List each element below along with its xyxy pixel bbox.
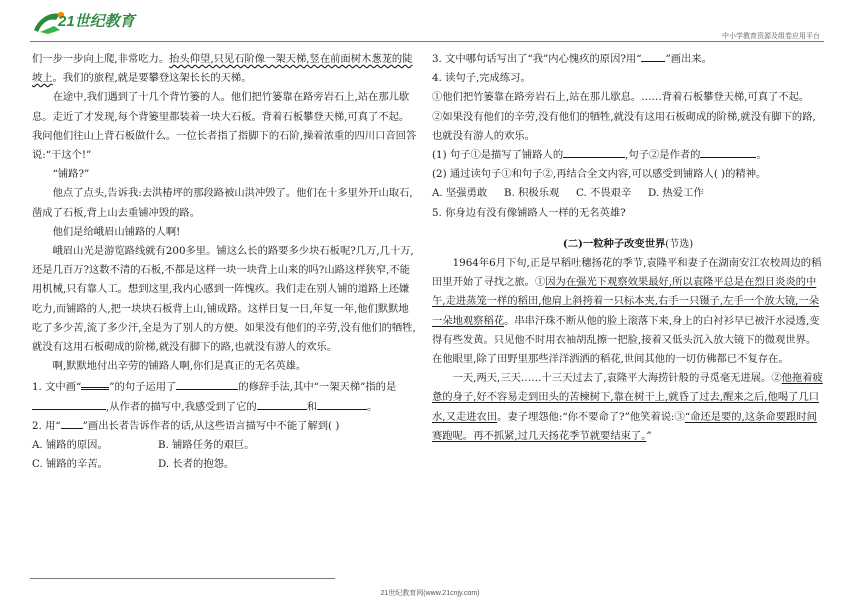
wavy-underlined-sentence: 抬头仰望,只见石阶像一架天梯,竖在前面树木葱茏的陡 — [169, 53, 413, 65]
left-column — [32, 50, 417, 474]
question-2 — [32, 417, 417, 436]
q2-options — [32, 455, 417, 474]
q1-text: 。 — [367, 400, 378, 413]
option-a[interactable]: A. 坚强勇敢 — [432, 187, 488, 200]
passage-paragraph: 峨眉山光是游览路线就有200多里。铺这么长的路要多少块石板呢?几万,几十万,还是几百万?这数不清的石板,不都是这样一块一块背上山来的吗?山路这样狭窄,不能用机械,只有靠人工。想到这里,我内心感到一阵愧疚。我们走在别人铺的道路上还嫌吃力,而铺路的人,把一块块石板背上山,铺成路。这样日复一日,年复一年,他们默默地吃了多少苦,流了多少汗,全是为了别人的方便。如果没有他们的辛劳,没有他们的牺牲,就没有这用石板砌成的阶梯,就没有脚下的路,也就没有游人的欢乐。 — [32, 245, 416, 354]
passage-paragraph: 他们是给峨眉山铺路的人啊! — [52, 225, 181, 238]
q2-text: 2. 用“ — [32, 419, 61, 432]
title-text: (二)一粒种子改变世界 — [562, 237, 666, 250]
title-note: (节选) — [665, 238, 694, 250]
passage-paragraph — [432, 254, 824, 369]
option-a[interactable]: A. 铺路的原因。 — [32, 439, 108, 452]
option-b[interactable]: B. 积极乐观 — [504, 187, 560, 200]
question-4-2: (2) 通过读句子①和句子②,再结合全文内容,可以感受到铺路人( )的精神。 — [432, 168, 767, 181]
answer-blank[interactable] — [176, 378, 238, 390]
question-4-1 — [432, 146, 824, 165]
option-b[interactable]: B. 铺路任务的艰巨。 — [158, 439, 255, 452]
passage-paragraph: “铺路?” — [52, 168, 90, 181]
underline-sample — [641, 50, 665, 62]
answer-blank[interactable] — [317, 398, 367, 410]
passage-paragraph — [32, 50, 417, 88]
answer-blank[interactable] — [32, 398, 106, 410]
passage-paragraph: 我问他们往山上背石板做什么。一位长者指了指脚下的石阶,操着浓重的四川口音回答说:“干这个!” — [32, 129, 417, 162]
platform-name: 中小学教育资源及组卷应用平台 — [722, 33, 820, 40]
q4-text: (1) 句子①是描写了铺路人的 — [432, 149, 564, 162]
q1-text: 1. 文中画“ — [32, 381, 82, 394]
passage-paragraph: 啊,默默地付出辛劳的铺路人啊,你们是真正的无名英雄。 — [52, 360, 307, 373]
text-segment: 。妻子埋怨他:“你不要命了?”他笑着说:③ — [497, 410, 685, 423]
text-segment: 一天,两天,三天……十三天过去了,袁隆平大海捞针般的寻觅毫无进展。② — [452, 372, 782, 385]
option-d[interactable]: D. 长者的抱怨。 — [158, 458, 235, 471]
q1-text: 和 — [306, 400, 317, 413]
underlined-sentence-1: 因为在强光下观察效果最好,所以袁隆平总是在烈日炎炎的中午,走进蒸笼一样的稻田,他肩上斜挎着一只标本夹,右手一只镊子,左手一个放大镜,一朵一朵地观察稻花 — [432, 276, 820, 327]
passage-paragraph: 在途中,我们遇到了十几个背竹篓的人。他们把竹篓靠在路旁岩石上,站在那儿歇息。走近了才发现,每个背篓里都装着一块大石板。背着石板攀登天梯,可真了不起。 — [32, 91, 410, 123]
text-segment: 。串串汗珠不断从他的脸上滚落下来,身上的白衬衫早已被汗水浸透,变得有些发黄。只见他不时用衣袖胡乱擦一把脸,接着又低头沉入放大镜下的微观世界。在他眼里,除了田野里那些洋洋洒洒的稻花,世间其他的一切仿佛都已不复存在。 — [432, 314, 820, 366]
double-underline-sample — [81, 376, 109, 390]
sentence-1: ①他们把竹篓靠在路旁岩石上,站在那儿歇息。……背着石板攀登天梯,可真了不起。 — [432, 91, 810, 104]
option-c[interactable]: C. 不畏艰辛 — [576, 187, 632, 200]
passage-paragraph: 他点了点头,告诉我:去洪椿坪的那段路被山洪冲毁了。他们在十多里外开山取石,凿成了石板,背上山去重铺冲毁的路。 — [32, 187, 413, 219]
right-column — [432, 50, 824, 446]
answer-blank[interactable] — [700, 146, 756, 158]
question-4: 4. 读句子,完成练习。 — [432, 72, 531, 85]
footer-divider — [30, 578, 335, 579]
sentence-2: ②如果没有他们的辛劳,没有他们的牺牲,就没有这用石板砌成的阶梯,就没有脚下的路,也就没有游人的欢乐。 — [432, 110, 816, 142]
q2-options — [32, 436, 417, 455]
q1-text: ”的句子运用了 — [109, 381, 177, 394]
question-1 — [32, 376, 417, 416]
section-title — [432, 235, 824, 254]
q3-text: ”画出来。 — [665, 53, 712, 65]
q4-options — [432, 184, 824, 203]
option-c[interactable]: C. 铺路的辛苦。 — [32, 458, 108, 471]
underline-sample — [61, 417, 83, 429]
wavy-underlined-sentence-end: 坡上 — [32, 72, 53, 85]
question-3 — [432, 50, 824, 69]
text-segment: 。我们的旅程,就是要攀登这架长长的天梯。 — [52, 72, 252, 85]
q3-text: 3. 文中哪句话写出了“我”内心愧疚的原因?用“ — [432, 53, 642, 65]
text-segment: 1964年6月下旬,正是早稻吐穗扬花的季节,袁隆平和妻子在湖南安江农校周边的稻田里开始了寻找之旅。① — [432, 257, 822, 289]
footer-text: 21世纪教育网(www.21cnjy.com) — [380, 590, 480, 597]
text-segment: ” — [646, 429, 652, 442]
logo-text: 21世纪教育 — [58, 13, 135, 30]
header-divider — [30, 41, 824, 42]
q1-text: 的修辞手法,其中“一架天梯”指的是 — [238, 381, 397, 394]
option-d[interactable]: D. 热爱工作 — [648, 187, 704, 200]
answer-blank[interactable] — [563, 146, 625, 158]
question-5: 5. 你身边有没有像铺路人一样的无名英雄? — [432, 206, 626, 219]
answer-blank[interactable] — [257, 398, 307, 410]
passage-paragraph — [432, 369, 824, 446]
q2-text: ”画出长者告诉作者的话,从这些语言描写中不能了解到( ) — [82, 419, 340, 432]
text-segment: 们一步一步向上爬,非常吃力。 — [32, 53, 170, 65]
underlined-sentence-3: “命还是要的,这条命要跟时间赛跑呢。再不抓紧,过几天扬花季节就要结束了。 — [432, 410, 817, 442]
q1-text: ,从作者的描写中,我感受到了它的 — [106, 400, 257, 413]
q4-text: ,句子②是作者的 — [625, 149, 701, 162]
q4-text: 。 — [756, 149, 767, 162]
underlined-sentence-2: 他拖着疲惫的身子,好不容易走到田头的苦楝树下,靠在树干上,就昏了过去,醒来之后,他喝了几口水,又走进农田 — [432, 372, 823, 423]
